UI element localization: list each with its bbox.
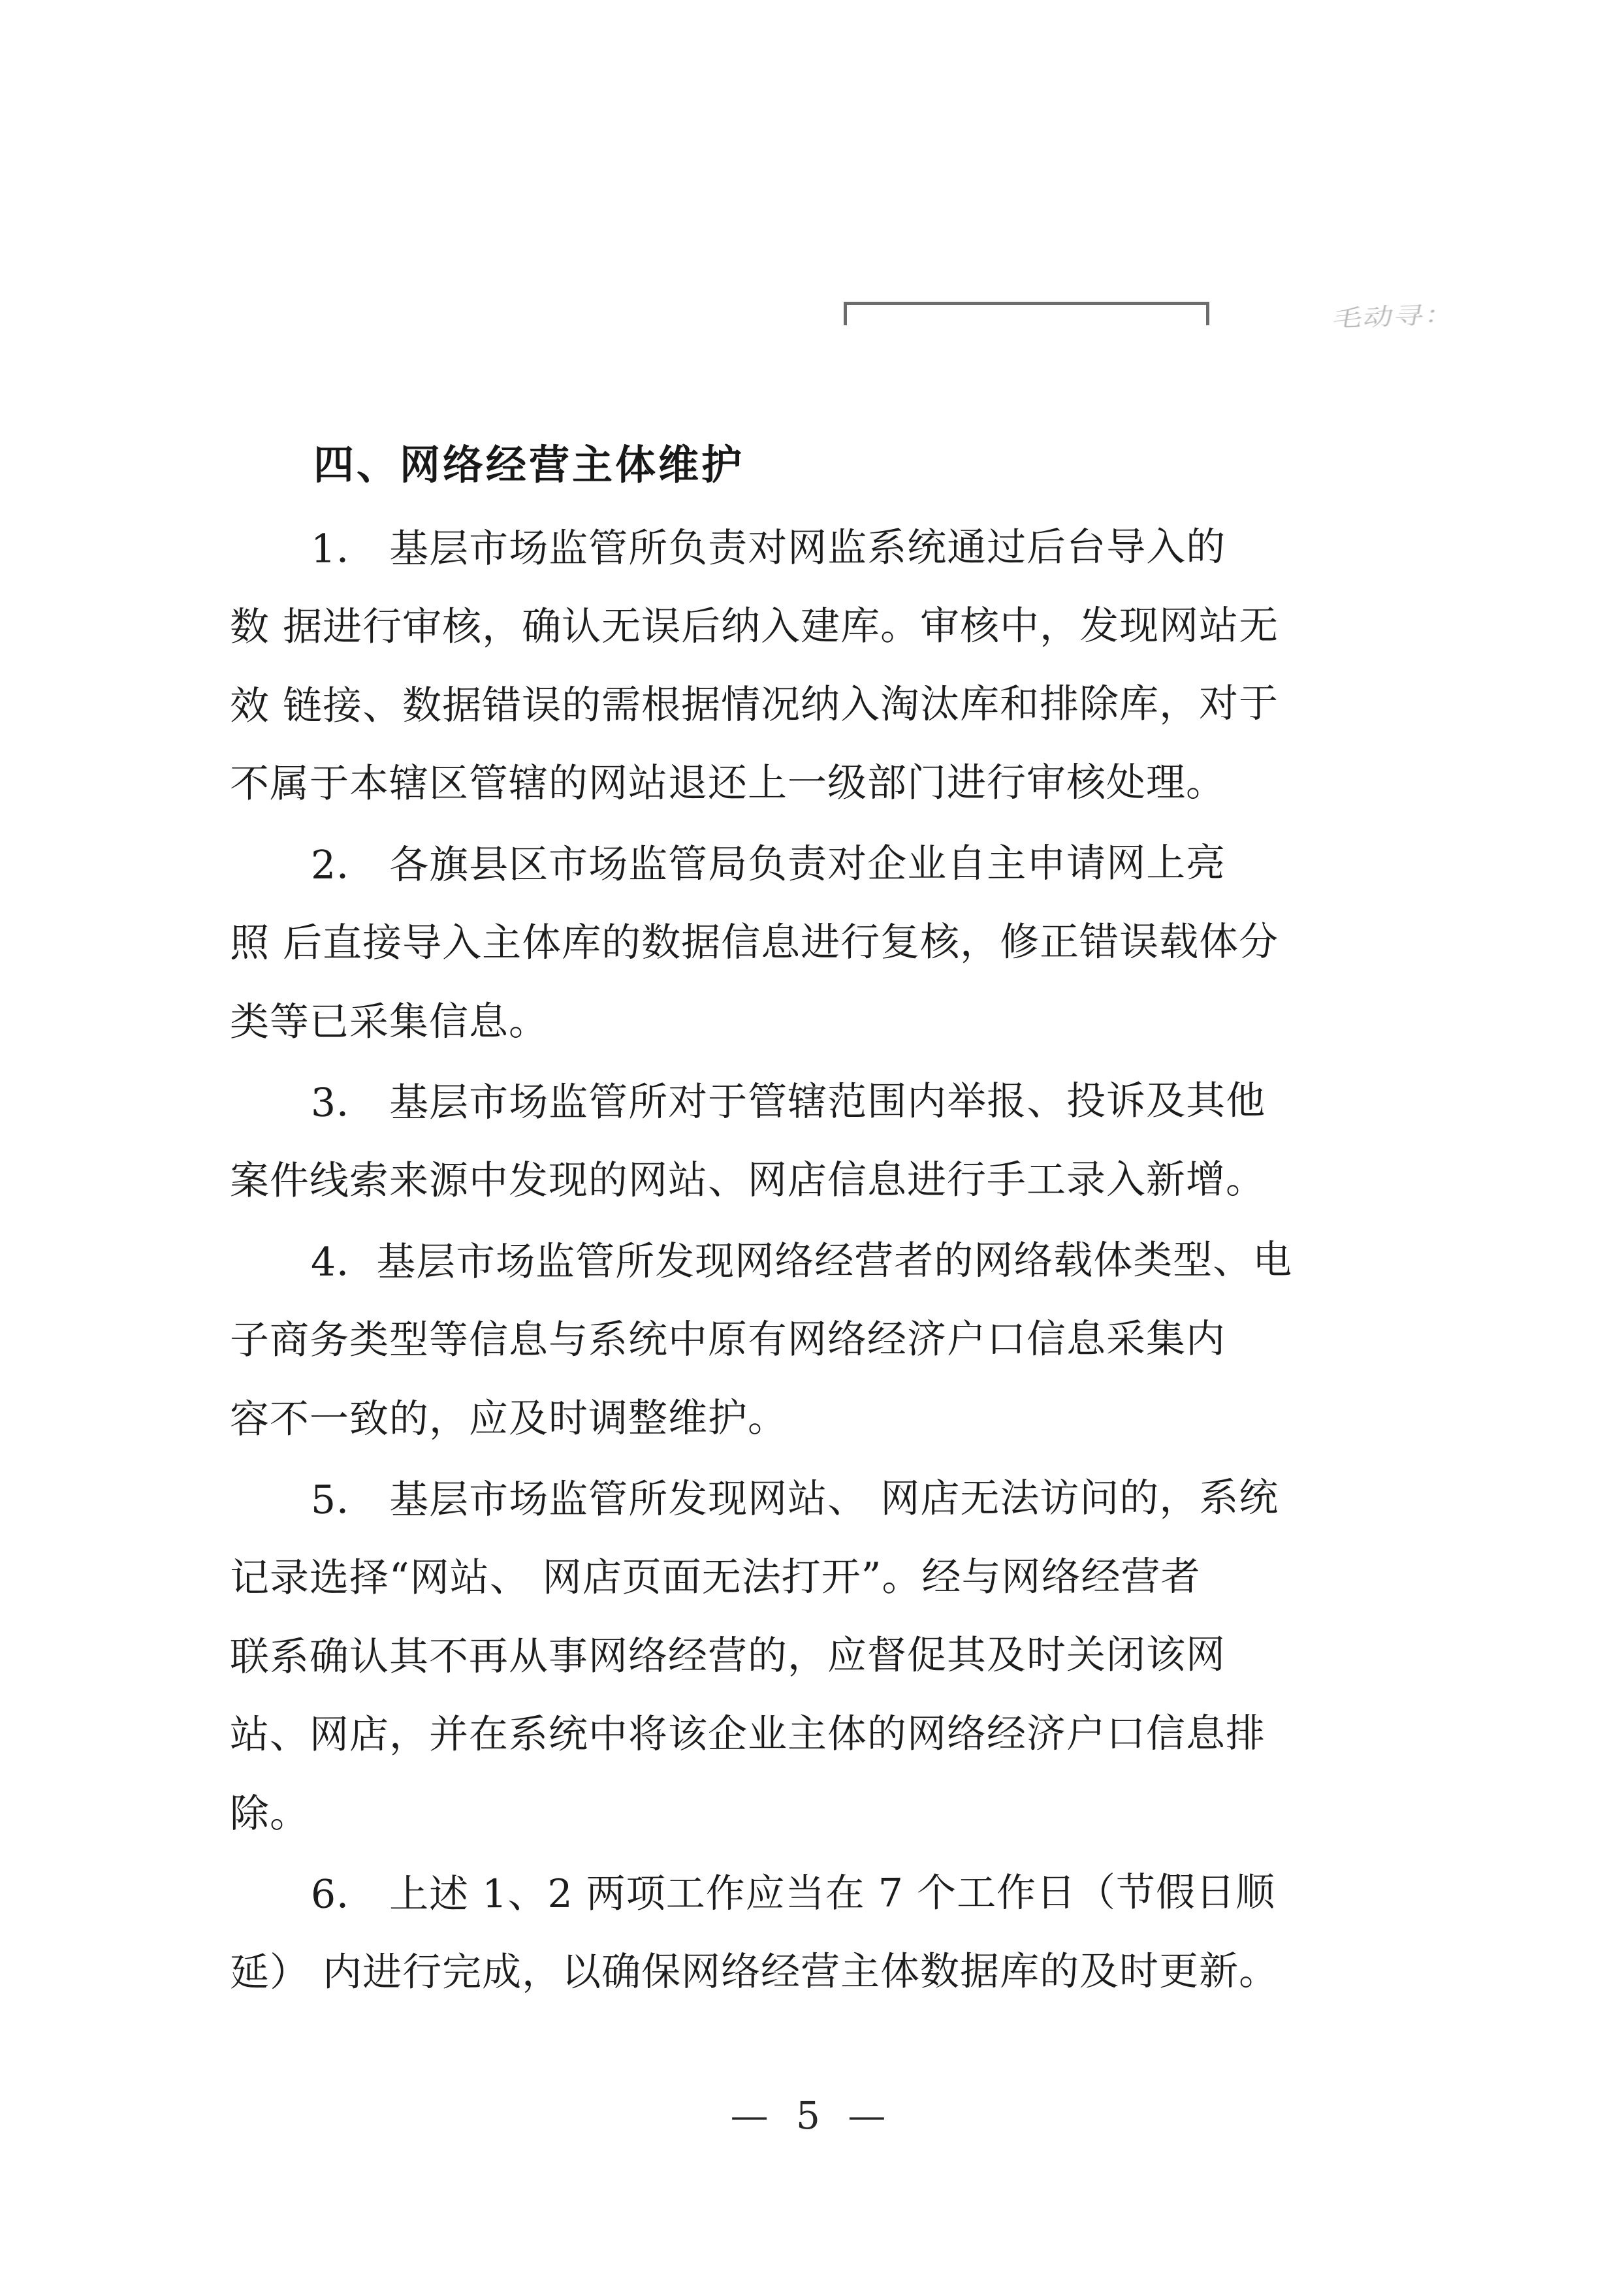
paragraph-item-3: [230, 1063, 1399, 1219]
text-line: 4．基层市场监管所发现网络经营者的网络载体类型、电: [310, 1236, 1293, 1285]
paragraph-item-5: [230, 1460, 1399, 1852]
handwritten-margin-note: 毛动寻：: [1330, 300, 1459, 332]
document-body: [230, 439, 1399, 2014]
text-line: 效 链接、数据错误的需根据情况纳入淘汰库和排除库，对于: [229, 680, 1279, 729]
redaction-bracket-mark: [844, 302, 1209, 325]
text-line: 除。: [229, 1790, 310, 1837]
text-line: 联系确认其不再从事网络经营的，应督促其及时关闭该网: [229, 1632, 1226, 1680]
text-line: 记录选择“网站、 网店页面无法打开”。经与网络经营者: [229, 1553, 1201, 1601]
text-line: 不属于本辖区管辖的网站退还上一级部门进行审核处理。: [229, 759, 1226, 807]
text-line: 类等已采集信息。: [229, 998, 549, 1045]
text-line: 3． 基层市场监管所对于管辖范围内举报、投诉及其他: [310, 1077, 1266, 1126]
page-number-footer: — 5 —: [730, 2093, 894, 2138]
text-line: 5． 基层市场监管所发现网站、 网店无法访问的，系统: [310, 1474, 1279, 1523]
section-heading: 四、网络经营主体维护: [313, 441, 745, 489]
text-line: 案件线索来源中发现的网站、网店信息进行手工录入新增。: [229, 1156, 1266, 1204]
paragraph-item-6: [230, 1854, 1399, 2011]
text-line: 1． 基层市场监管所负责对网监系统通过后台导入的: [310, 524, 1226, 572]
text-line: 延） 内进行完成，以确保网络经营主体数据库的及时更新。: [229, 1948, 1279, 1995]
paragraph-item-4: [230, 1222, 1399, 1457]
text-line: 2． 各旗县区市场监管局负责对企业自主申请网上亮: [310, 840, 1226, 888]
text-line: 数 据进行审核，确认无误后纳入建库。审核中，发现网站无: [229, 602, 1279, 650]
text-line: 容不一致的，应及时调整维护。: [229, 1394, 788, 1442]
paragraph-item-2: [230, 825, 1399, 1060]
text-line: 站、网店，并在系统中将该企业主体的网络经济户口信息排: [229, 1710, 1266, 1758]
text-line: 照 后直接导入主体库的数据信息进行复核，修正错误载体分: [229, 918, 1279, 966]
text-line: 6． 上述 1、2 两项工作应当在 7 个工作日（节假日顺: [310, 1869, 1276, 1918]
text-line: 子商务类型等信息与系统中原有网络经济户口信息采集内: [229, 1315, 1226, 1363]
paragraph-item-1: [230, 509, 1399, 822]
